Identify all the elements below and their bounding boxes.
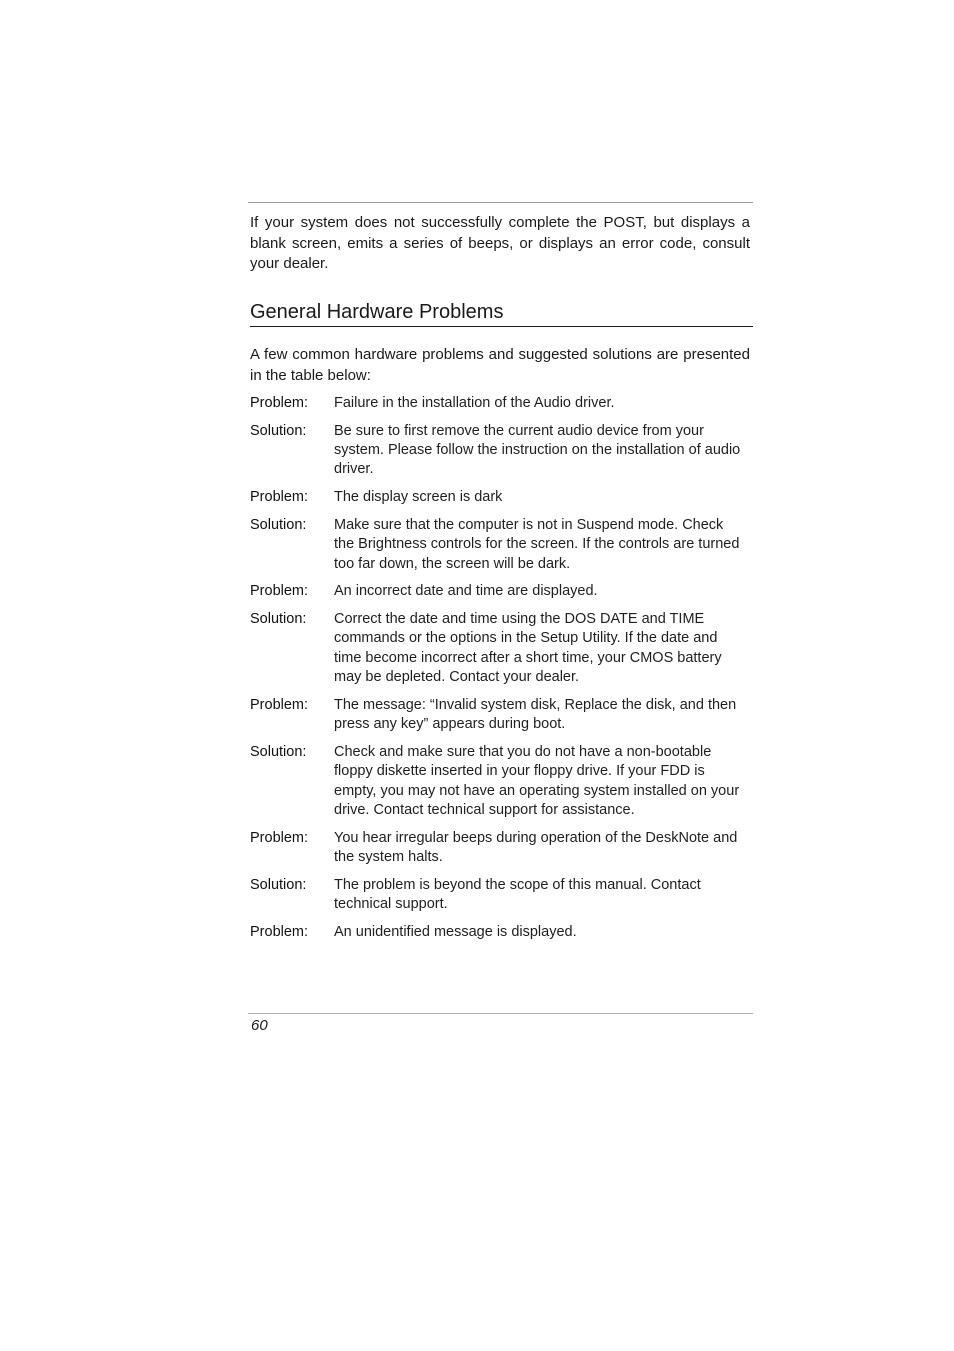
problem-row (250, 696, 750, 735)
row-label: Solution: (250, 876, 307, 893)
problem-row (250, 923, 750, 942)
row-text: The display screen is dark (334, 489, 503, 506)
section-heading: General Hardware Problems (250, 298, 753, 327)
row-label: Problem: (250, 923, 309, 940)
row-label: Problem: (250, 829, 309, 846)
intro-paragraph: If your system does not successfully complete the POST, but displays a blank screen, emits a series of beeps, or displays an error code, consult your dealer. (250, 214, 750, 272)
row-label: Solution: (250, 611, 307, 628)
row-label: Solution: (250, 743, 307, 760)
row-text: An incorrect date and time are displayed. (334, 583, 598, 600)
row-label: Problem: (250, 696, 309, 713)
row-text: Check and make sure that you do not have a non-bootable floppy diskette inserted in your floppy drive. If your FDD is empty, you may not have an operating system installed on your drive. Contact technical support for assistance. (334, 743, 740, 818)
problem-row (250, 394, 750, 413)
footer-divider (248, 1013, 753, 1014)
problem-solution-list (250, 394, 750, 951)
row-label: Problem: (250, 395, 309, 411)
row-label: Problem: (250, 489, 309, 506)
row-text: Be sure to first remove the current audio device from your system. Please follow the instruction on the installation of audio driver. (334, 422, 741, 478)
row-text: You hear irregular beeps during operation of the DeskNote and the system halts. (334, 829, 738, 865)
problem-row (250, 582, 750, 601)
row-text: Make sure that the computer is not in Suspend mode. Check the Brightness controls for the screen. If the controls are turned too far down, the screen will be dark. (334, 516, 740, 572)
row-label: Solution: (250, 422, 307, 439)
problem-row (250, 829, 750, 868)
solution-row (250, 422, 750, 480)
row-text: The message: “Invalid system disk, Replace the disk, and then press any key” appears during boot. (334, 696, 737, 733)
solution-row (250, 516, 750, 574)
page-number: 60 (251, 1017, 268, 1034)
row-text: The problem is beyond the scope of this manual. Contact technical support. (334, 876, 701, 913)
problem-row (250, 488, 750, 507)
lead-paragraph: A few common hardware problems and suggested solutions are presented in the table below: (250, 346, 750, 384)
row-label: Solution: (250, 516, 307, 533)
row-text: An unidentified message is displayed. (334, 923, 577, 940)
solution-row (250, 876, 750, 915)
solution-row (250, 743, 750, 820)
row-text: Correct the date and time using the DOS DATE and TIME commands or the options in the Setup Utility. If the date and time become incorrect after a short time, your CMOS battery may be depleted. Contact your dealer. (334, 611, 722, 686)
solution-row (250, 610, 750, 687)
row-text: Failure in the installation of the Audio driver. (334, 395, 615, 411)
row-label: Problem: (250, 583, 309, 600)
top-divider (248, 202, 753, 203)
